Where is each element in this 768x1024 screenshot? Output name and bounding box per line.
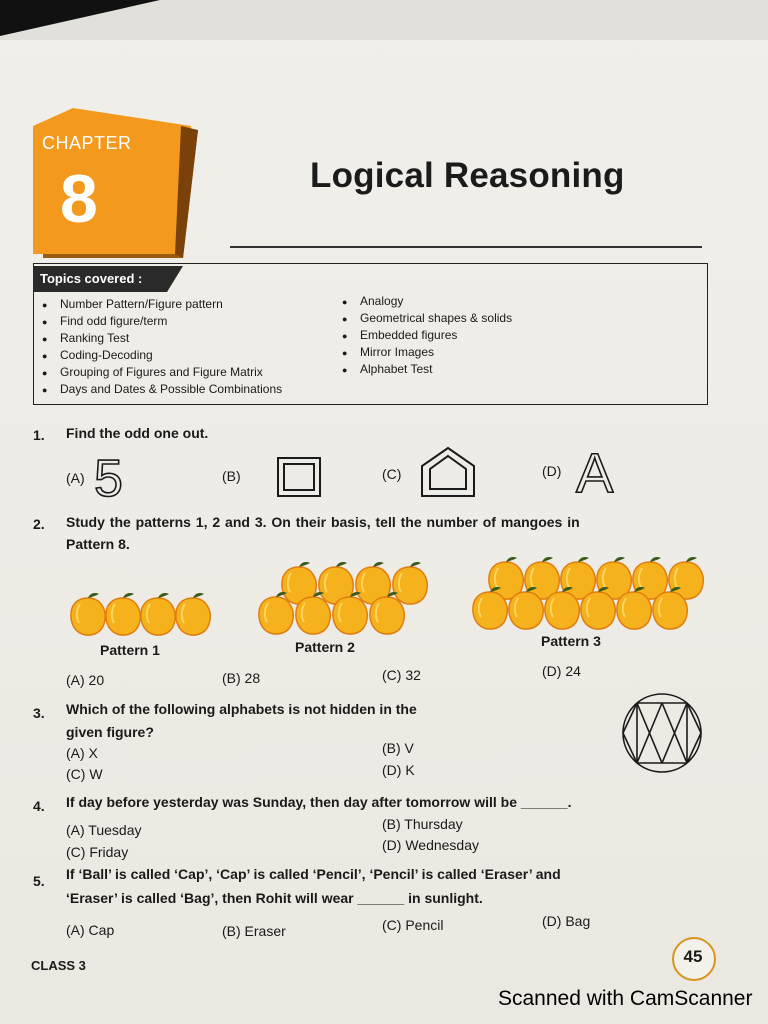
option-label: (A) [66,470,85,486]
option-label: (D) 24 [542,663,581,679]
chapter-label: CHAPTER [42,133,132,153]
class-label: CLASS 3 [31,958,86,973]
topic-item: ● Embedded figures [342,327,512,344]
question-text: ‘Eraser’ is called ‘Bag’, then Rohit will wear ______ in sunlight. [66,890,483,906]
pattern-label: Pattern 3 [541,633,601,649]
mango-icon [506,584,546,632]
page-number: 45 [683,947,703,966]
option-label: (C) Pencil [382,917,444,933]
topic-item: ● Mirror Images [342,344,512,361]
mango-icon [138,590,178,638]
option-label: (B) [222,468,241,484]
question-text: Which of the following alphabets is not hidden in the [66,701,417,717]
topic-item: ● Geometrical shapes & solids [342,310,512,327]
house-pentagon-figure [420,446,476,498]
question-text: Study the patterns 1, 2 and 3. On their basis, tell the number of mangoes in [66,514,580,530]
option-label: (B) V [382,740,414,756]
question-text: If ‘Ball’ is called ‘Cap’, ‘Cap’ is called ‘Pencil’, ‘Pencil’ is called ‘Eraser’ and [66,866,561,882]
topics-label: Topics covered : [40,271,143,286]
mango-icon [256,589,296,637]
mango-icon [330,589,370,637]
scanner-watermark: Scanned with CamScanner [498,987,753,1010]
scan-corner-shadow [0,0,160,36]
double-square-figure [276,456,322,498]
option-label: (B) Eraser [222,923,286,939]
option-label: (B) Thursday [382,816,463,832]
question-number: 1. [33,427,45,443]
topics-list-left [42,296,282,398]
option-d-figure-text: A [576,446,614,496]
chapter-badge [33,108,198,258]
mango-icon [173,590,213,638]
question-text: Pattern 8. [66,536,130,552]
option-label: (A) Cap [66,922,115,938]
question-text: given figure? [66,724,154,740]
topic-item: ● Alphabet Test [342,361,512,378]
title-divider [230,246,702,248]
outline-letter-a-figure [574,446,624,496]
topic-item: ● Days and Dates & Possible Combinations [42,381,282,398]
option-label: (C) Friday [66,844,129,860]
mango-icon [614,584,654,632]
topic-item: ● Analogy [342,293,512,310]
question-number: 2. [33,516,45,532]
option-label: (C) 32 [382,667,421,683]
mango-icon [68,590,108,638]
option-a-figure-text: 5 [94,452,123,500]
mango-icon [293,589,333,637]
option-label: (C) [382,466,402,482]
option-label: (D) [542,463,562,479]
question-text: If day before yesterday was Sunday, then day after tomorrow will be ______. [66,794,572,810]
topic-item: ● Ranking Test [42,330,282,347]
mango-icon [367,589,407,637]
mango-icon [542,584,582,632]
topic-item: ● Grouping of Figures and Figure Matrix [42,364,282,381]
option-label: (A) 20 [66,672,105,688]
question-number: 3. [33,705,45,721]
mango-icon [650,584,690,632]
option-label: (B) 28 [222,670,261,686]
pattern-label: Pattern 1 [100,642,160,658]
chapter-number: 8 [60,161,98,237]
question-number: 5. [33,873,45,889]
circle-hidden-letters-figure [617,692,707,774]
pattern-label: Pattern 2 [295,639,355,655]
topics-list-right [342,293,512,378]
mango-icon [578,584,618,632]
option-label: (D) Bag [542,913,591,929]
option-label: (D) Wednesday [382,837,480,853]
option-label: (A) Tuesday [66,822,142,838]
option-label: (D) K [382,762,415,778]
chapter-title: Logical Reasoning [310,156,625,195]
option-label: (A) X [66,745,98,761]
mango-icon [470,584,510,632]
outline-digit-five-figure [92,452,132,500]
mango-icon [103,590,143,638]
question-number: 4. [33,798,45,814]
option-label: (C) W [66,766,103,782]
topic-item: ● Number Pattern/Figure pattern [42,296,282,313]
topic-item: ● Coding-Decoding [42,347,282,364]
question-text: Find the odd one out. [66,425,209,441]
topic-item: ● Find odd figure/term [42,313,282,330]
